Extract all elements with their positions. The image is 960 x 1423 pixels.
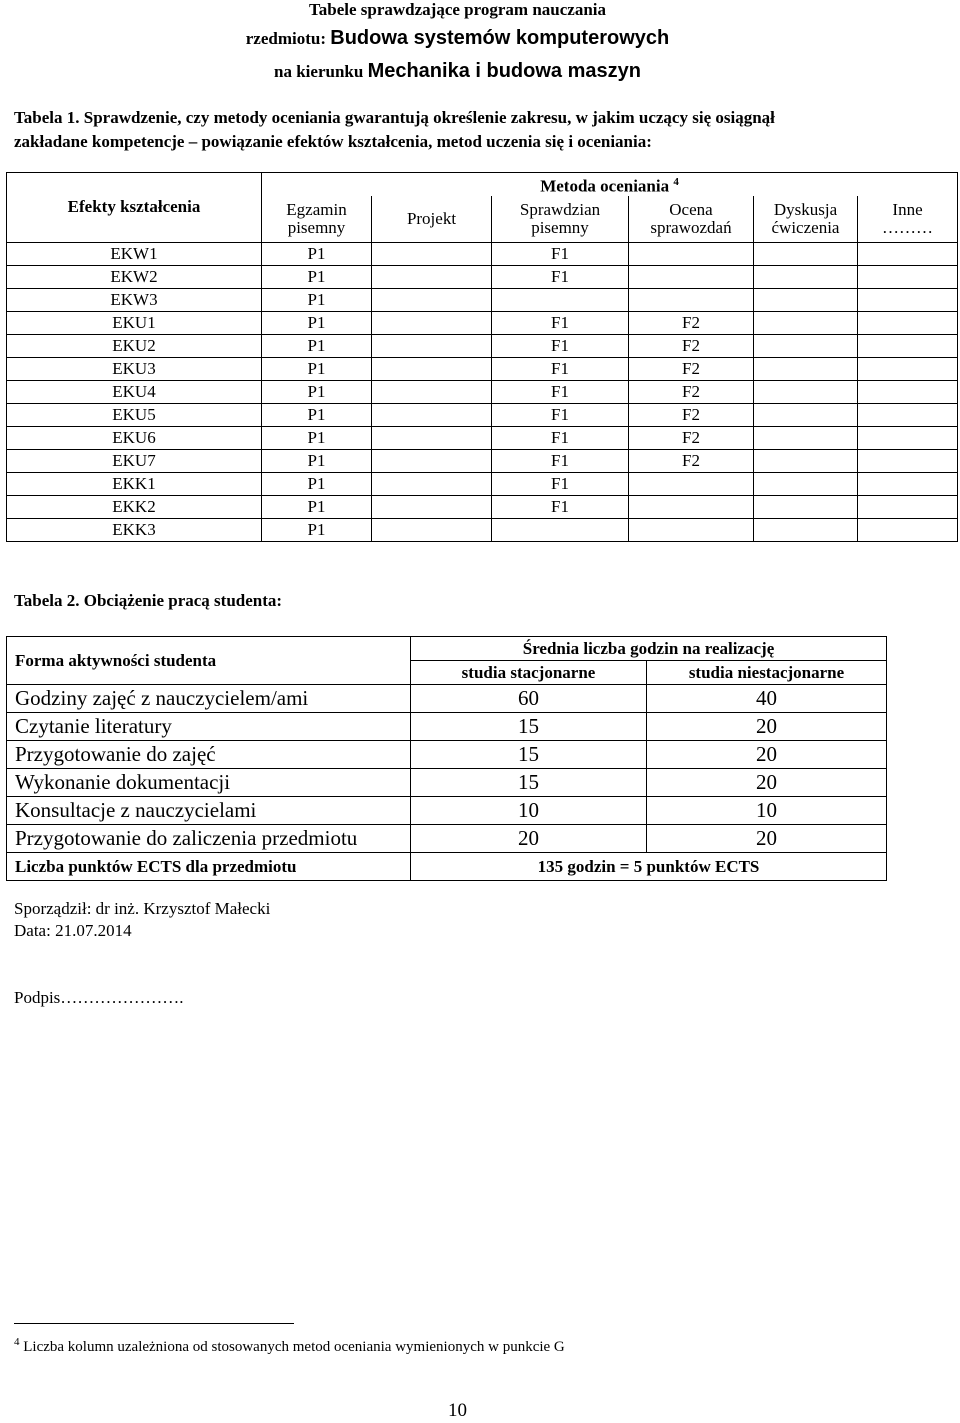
cell-dyskusja [754, 495, 858, 518]
hours-header: Średnia liczba godzin na realizację [411, 637, 887, 661]
cell-ocena [629, 265, 754, 288]
table-row [7, 242, 958, 265]
table1-caption-line2: zakładane kompetencje – powiązanie efektów kształcenia, metod uczenia się i oceniania: [14, 132, 652, 151]
cell-part-time: 10 [647, 797, 887, 825]
cell-projekt [372, 403, 492, 426]
signature-line: Podpis…………………. [14, 988, 184, 1007]
cell-sprawdzian: F1 [492, 265, 629, 288]
cell-egzamin: P1 [262, 265, 372, 288]
cell-ocena [629, 242, 754, 265]
cell-ocena: F2 [629, 334, 754, 357]
cell-label: Czytanie literatury [7, 713, 411, 741]
cell-dyskusja [754, 242, 858, 265]
cell-sprawdzian: F1 [492, 334, 629, 357]
cell-inne [858, 357, 958, 380]
cell-dyskusja [754, 357, 858, 380]
cell-inne [858, 518, 958, 541]
cell-part-time: 20 [647, 713, 887, 741]
subject-name: Budowa systemów komputerowych [330, 27, 670, 49]
cell-egzamin: P1 [262, 518, 372, 541]
footnote-mark: 4 [673, 176, 679, 188]
methods-header: Metoda oceniania $^4$ [262, 173, 958, 196]
cell-ocena [629, 288, 754, 311]
cell-label: Przygotowanie do zaliczenia przedmiotu [7, 825, 411, 853]
cell-egzamin: P1 [262, 495, 372, 518]
cell-ocena: F2 [629, 449, 754, 472]
cell-dyskusja [754, 449, 858, 472]
cell-inne [858, 426, 958, 449]
table-row [7, 797, 887, 825]
table-row [7, 403, 958, 426]
cell-dyskusja [754, 311, 858, 334]
col-dyskusja-header: Dyskusja ćwiczenia [754, 196, 858, 243]
cell-ocena: F2 [629, 357, 754, 380]
cell-part-time: 20 [647, 741, 887, 769]
table-row [7, 449, 958, 472]
activity-header: Forma aktywności studenta [7, 637, 411, 685]
cell-dyskusja [754, 334, 858, 357]
cell-inne [858, 472, 958, 495]
cell-inne [858, 380, 958, 403]
cell-egzamin: P1 [262, 380, 372, 403]
prepared-by: Sporządził: dr inż. Krzysztof Małecki [14, 899, 271, 918]
effects-header: Efekty kształcenia [7, 173, 262, 243]
cell-projekt [372, 472, 492, 495]
cell-sprawdzian: F1 [492, 449, 629, 472]
table-row [7, 380, 958, 403]
cell-projekt [372, 495, 492, 518]
cell-projekt [372, 334, 492, 357]
col-sprawdzian-header: Sprawdzian pisemny [492, 196, 629, 243]
cell-effect: EKU3 [7, 357, 262, 380]
col-ocena-header: Ocena sprawozdań [629, 196, 754, 243]
cell-ocena [629, 518, 754, 541]
cell-effect: EKW2 [7, 265, 262, 288]
cell-projekt [372, 518, 492, 541]
cell-ocena: F2 [629, 403, 754, 426]
cell-full-time: 20 [411, 825, 647, 853]
cell-sprawdzian: F1 [492, 357, 629, 380]
table-row [7, 495, 958, 518]
cell-ocena: F2 [629, 311, 754, 334]
cell-sprawdzian: F1 [492, 426, 629, 449]
cell-effect: EKU4 [7, 380, 262, 403]
cell-ocena [629, 495, 754, 518]
cell-projekt [372, 265, 492, 288]
field-name: Mechanika i budowa maszyn [367, 60, 641, 82]
cell-sprawdzian: F1 [492, 242, 629, 265]
footnote-number: 4 [14, 1336, 20, 1348]
cell-label: Wykonanie dokumentacji [7, 769, 411, 797]
table1-caption-line1: Tabela 1. Sprawdzenie, czy metody oceniania gwarantują określenie zakresu, w jakim uczący się osiągnął [14, 108, 775, 127]
workload-table [6, 636, 887, 881]
cell-effect: EKU5 [7, 403, 262, 426]
table-row [7, 825, 887, 853]
cell-part-time: 20 [647, 769, 887, 797]
cell-ocena: F2 [629, 380, 754, 403]
cell-projekt [372, 380, 492, 403]
cell-egzamin: P1 [262, 357, 372, 380]
cell-dyskusja [754, 403, 858, 426]
cell-projekt [372, 426, 492, 449]
cell-effect: EKU6 [7, 426, 262, 449]
table-row [7, 769, 887, 797]
table-row [7, 713, 887, 741]
table-row [7, 357, 958, 380]
cell-projekt [372, 288, 492, 311]
cell-full-time: 15 [411, 713, 647, 741]
cell-egzamin: P1 [262, 288, 372, 311]
table-row [7, 472, 958, 495]
table-row [7, 311, 958, 334]
cell-part-time: 40 [647, 685, 887, 713]
cell-egzamin: P1 [262, 426, 372, 449]
cell-sprawdzian [492, 518, 629, 541]
cell-egzamin: P1 [262, 472, 372, 495]
cell-full-time: 15 [411, 769, 647, 797]
cell-sprawdzian: F1 [492, 311, 629, 334]
field-line [0, 60, 915, 83]
cell-dyskusja [754, 265, 858, 288]
table-row [7, 265, 958, 288]
cell-projekt [372, 311, 492, 334]
cell-ocena [629, 472, 754, 495]
cell-dyskusja [754, 380, 858, 403]
footnote-separator [14, 1323, 294, 1324]
cell-sprawdzian: F1 [492, 472, 629, 495]
cell-ocena: F2 [629, 426, 754, 449]
col-egzamin-header: Egzamin pisemny [262, 196, 372, 243]
subject-prefix: rzedmiotu: [245, 29, 327, 48]
cell-egzamin: P1 [262, 403, 372, 426]
cell-inne [858, 311, 958, 334]
cell-full-time: 60 [411, 685, 647, 713]
cell-inne [858, 242, 958, 265]
cell-sprawdzian: F1 [492, 380, 629, 403]
cell-effect: EKU7 [7, 449, 262, 472]
cell-sprawdzian [492, 288, 629, 311]
cell-label: Godziny zajęć z nauczycielem/ami [7, 685, 411, 713]
cell-projekt [372, 449, 492, 472]
cell-egzamin: P1 [262, 449, 372, 472]
cell-inne [858, 288, 958, 311]
cell-effect: EKW3 [7, 288, 262, 311]
cell-effect: EKK2 [7, 495, 262, 518]
cell-full-time: 10 [411, 797, 647, 825]
part-time-header: studia niestacjonarne [647, 661, 887, 685]
col-inne-header: Inne ……… [858, 196, 958, 243]
cell-full-time: 15 [411, 741, 647, 769]
table-row [7, 685, 887, 713]
cell-part-time: 20 [647, 825, 887, 853]
cell-projekt [372, 242, 492, 265]
ects-total-label: Liczba punktów ECTS dla przedmiotu [7, 853, 411, 881]
cell-dyskusja [754, 518, 858, 541]
cell-effect: EKW1 [7, 242, 262, 265]
cell-effect: EKK3 [7, 518, 262, 541]
page-number: 10 [448, 1400, 467, 1421]
cell-inne [858, 334, 958, 357]
cell-inne [858, 403, 958, 426]
table-row [7, 426, 958, 449]
col-projekt-header: Projekt [372, 196, 492, 243]
ects-total-value: 135 godzin = 5 punktów ECTS [411, 853, 887, 881]
cell-projekt [372, 357, 492, 380]
cell-label: Konsultacje z nauczycielami [7, 797, 411, 825]
cell-inne [858, 449, 958, 472]
table-row [7, 288, 958, 311]
preparation-date: Data: 21.07.2014 [14, 921, 132, 940]
cell-effect: EKU2 [7, 334, 262, 357]
document-title: Tabele sprawdzające program nauczania [308, 0, 607, 19]
full-time-header: studia stacjonarne [411, 661, 647, 685]
cell-egzamin: P1 [262, 334, 372, 357]
table-row [7, 741, 887, 769]
cell-egzamin: P1 [262, 311, 372, 334]
subject-line [0, 27, 915, 50]
table-row [7, 518, 958, 541]
cell-egzamin: P1 [262, 242, 372, 265]
cell-inne [858, 265, 958, 288]
field-prefix: na kierunku [274, 62, 364, 81]
cell-sprawdzian: F1 [492, 403, 629, 426]
footnote-text: Liczba kolumn uzależniona od stosowanych metod oceniania wymienionych w punkcie G [23, 1339, 565, 1355]
cell-inne [858, 495, 958, 518]
cell-sprawdzian: F1 [492, 495, 629, 518]
table-row [7, 334, 958, 357]
footnote [14, 1336, 565, 1356]
cell-effect: EKU1 [7, 311, 262, 334]
cell-effect: EKK1 [7, 472, 262, 495]
assessment-methods-table [6, 172, 958, 542]
table2-caption: Tabela 2. Obciążenie pracą studenta: [14, 591, 283, 610]
cell-label: Przygotowanie do zajęć [7, 741, 411, 769]
cell-dyskusja [754, 426, 858, 449]
cell-dyskusja [754, 288, 858, 311]
cell-dyskusja [754, 472, 858, 495]
